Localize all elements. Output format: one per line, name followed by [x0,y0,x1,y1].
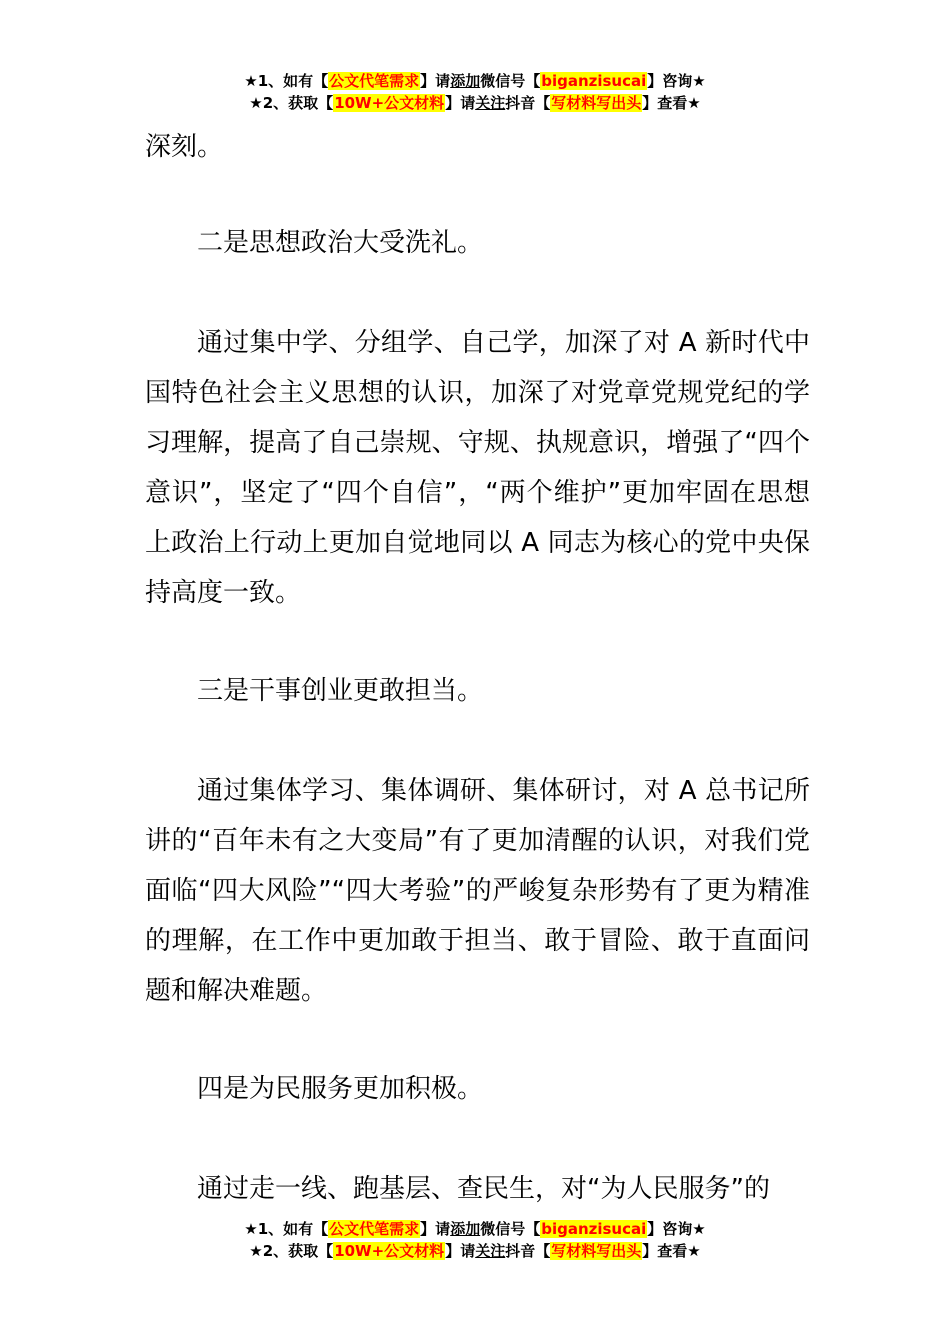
wechat-id-text: biganzisucai [541,72,647,90]
douyin-account-text: 写材料写出头 [551,1242,642,1260]
document-body [145,122,810,1214]
banner-line-1 [0,1218,950,1240]
emphasis-text: 添加 [450,72,481,90]
emphasis-text: 关注 [475,94,506,112]
banner-text: 】咨询★ [647,72,706,90]
highlight-text: 10W+公文材料 [334,1242,445,1260]
body-paragraph: 通过走一线、跑基层、查民生，对“为人民服务”的 [197,1174,770,1204]
banner-text: 】请 [445,94,476,112]
emphasis-text: 添加 [450,1220,481,1238]
banner-text: ★2、获取【 [249,1242,334,1260]
banner-line-2 [0,92,950,114]
banner-line-2 [0,1240,950,1262]
body-paragraph: 通过集体学习、集体调研、集体研讨，对 A 总书记所讲的“百年未有之大变局”有了更加清醒的认识，对我们党面临“四大风险”“四大考验”的严峻复杂形势有了更为精准的理解，在工作中更加敢于担当、敢于冒险、敢于直面问题和解决难题。 [145,776,810,1006]
body-paragraph: 通过集中学、分组学、自己学，加深了对 A 新时代中国特色社会主义思想的认识，加深了对党章党规党纪的学习理解，提高了自己崇规、守规、执规意识，增强了“四个意识”，坚定了“四个自信”，“两个维护”更加牢固在思想上政治上行动上更加自觉地同以 A 同志为核心的党中央保持高度一致。 [145,328,810,608]
wechat-id-text: biganzisucai [541,1220,647,1238]
highlight-text: 公文代笔需求 [329,72,420,90]
banner-text: ★1、如有【 [244,1220,329,1238]
banner-text: 】查看★ [642,94,701,112]
highlight-text: 公文代笔需求 [329,1220,420,1238]
section-heading-3: 三是干事创业更敢担当。 [197,676,484,706]
banner-text: 】查看★ [642,1242,701,1260]
banner-text: 】请 [420,72,451,90]
section-heading-2: 二是思想政治大受洗礼。 [197,228,484,258]
footer-banner [0,1218,950,1262]
banner-text: 】咨询★ [647,1220,706,1238]
banner-text: 抖音【 [505,94,551,112]
banner-text: ★2、获取【 [249,94,334,112]
banner-text: 微信号【 [480,1220,541,1238]
banner-text: 微信号【 [480,72,541,90]
highlight-text: 10W+公文材料 [334,94,445,112]
emphasis-text: 关注 [475,1242,506,1260]
paragraph-continuation: 深刻。 [145,132,224,162]
header-banner [0,70,950,114]
banner-text: 】请 [445,1242,476,1260]
banner-line-1 [0,70,950,92]
banner-text: 】请 [420,1220,451,1238]
banner-text: 抖音【 [505,1242,551,1260]
douyin-account-text: 写材料写出头 [551,94,642,112]
banner-text: ★1、如有【 [244,72,329,90]
section-heading-4: 四是为民服务更加积极。 [197,1074,484,1104]
